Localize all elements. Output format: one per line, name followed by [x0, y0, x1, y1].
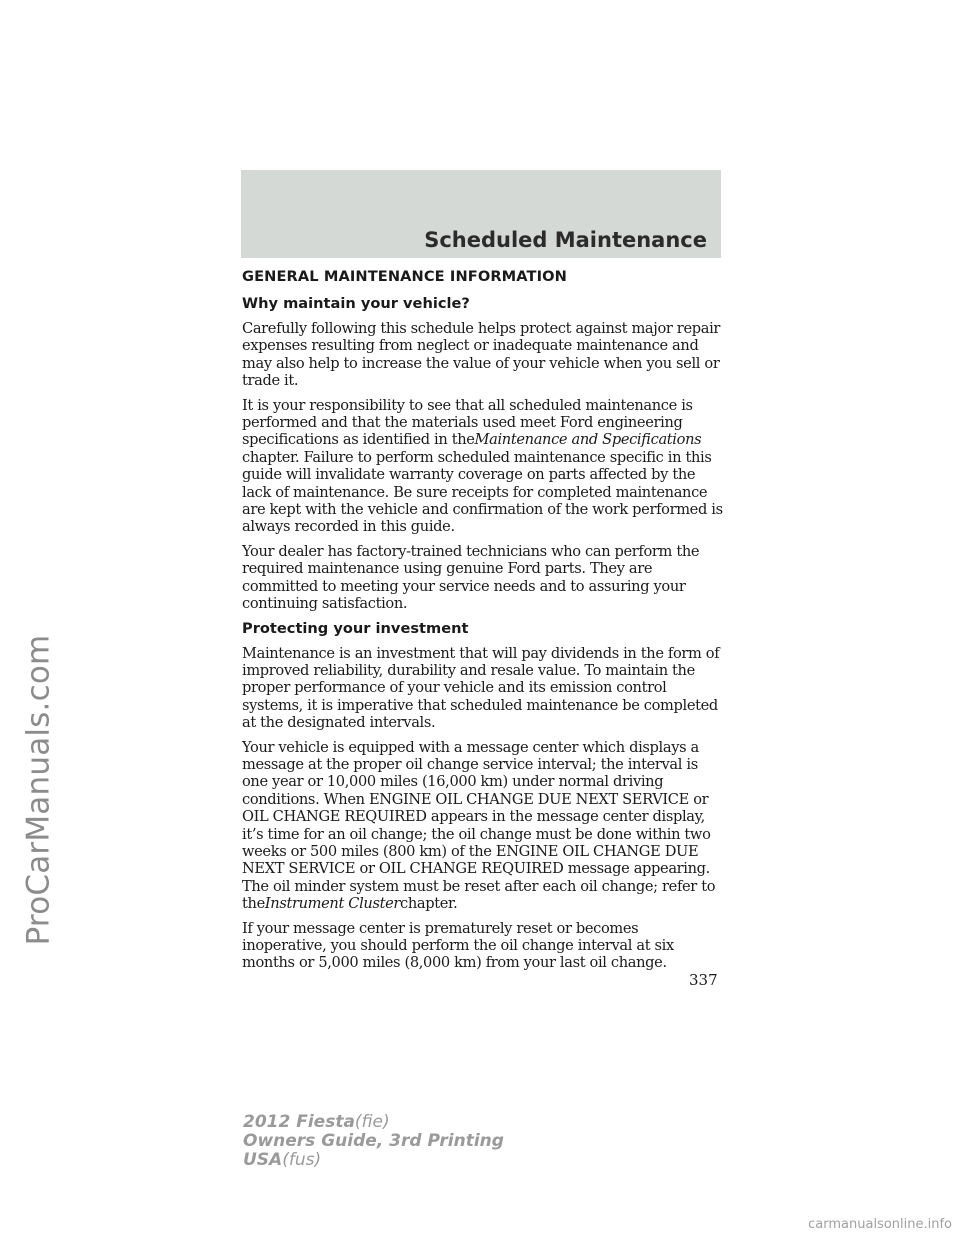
page-number: 337	[689, 971, 718, 989]
footer-model: 2012 Fiesta	[243, 1112, 355, 1132]
paragraph-5-text-b: chapter.	[400, 895, 458, 913]
instrument-cluster-ref: Instrument Cluster	[264, 895, 401, 913]
paragraph-1: Carefully following this schedule helps protect against major repair expenses resulting from neglect or inadequate maintenance and may also help to increase the value of your vehicle when you sell or trade it.	[242, 320, 721, 390]
watermark-text: ProCarManuals.com	[20, 634, 57, 946]
footer-market-code: (fus)	[282, 1150, 322, 1170]
page-content	[242, 268, 724, 979]
section-header	[241, 170, 721, 258]
subheading-protecting-investment: Protecting your investment	[242, 619, 469, 637]
paragraph-5-text-a: Your vehicle is equipped with a message center which displays a message at the proper oil change service interval; the interval is one year or 10,000 miles (16,000 km) under normal driving conditions. When ENGINE OIL CHANGE DUE NEXT SERVICE or OIL CHANGE REQUIRED appears in the message center display, it’s time for an oil change; the oil change must be done within two weeks or 500 miles (800 km) of the ENGINE OIL CHANGE DUE NEXT SERVICE or OIL CHANGE REQUIRED message appearing. The oil minder system must be reset after each oil change; refer to the	[242, 738, 716, 913]
paragraph-4: Maintenance is an investment that will pay dividends in the form of improved reliability, durability and resale value. To maintain the proper performance of your vehicle and its emission control systems, it is imperative that scheduled maintenance be completed at the designated intervals.	[242, 644, 720, 732]
footer-model-code: (fie)	[354, 1112, 390, 1132]
footer-edition: Owners Guide, 3rd Printing	[243, 1131, 504, 1151]
paragraph-2	[242, 397, 724, 536]
header-title: Scheduled Maintenance	[424, 228, 707, 252]
paragraph-2-text-b: chapter. Failure to perform scheduled maintenance specific in this guide will invalidate warranty coverage on parts affected by the lack of maintenance. Be sure receipts for completed maintenance are kept with the vehicle and confirmation of the work performed is always recorded in this guide.	[242, 448, 723, 536]
subheading-why-maintain: Why maintain your vehicle?	[242, 295, 470, 312]
watermark	[18, 510, 58, 1070]
paragraph-2-text-a: It is your responsibility to see that all scheduled maintenance is performed and that the materials used meet Ford engineering specifications as identified in the	[242, 396, 693, 449]
footer-line-1	[243, 1113, 504, 1132]
site-watermark: carmanualsonline.info	[808, 1217, 952, 1232]
footer-line-3	[243, 1151, 504, 1170]
maintenance-specifications-ref: Maintenance and Specifications	[474, 431, 702, 449]
paragraph-5	[242, 739, 724, 913]
paragraph-6: If your message center is prematurely reset or becomes inoperative, you should perform the oil change interval at six months or 5,000 miles (8,000 km) from your last oil change.	[242, 919, 674, 972]
section-title: GENERAL MAINTENANCE INFORMATION	[242, 268, 567, 285]
footer-market: USA	[243, 1150, 283, 1170]
footer	[243, 1113, 504, 1170]
paragraph-3: Your dealer has factory-trained technicians who can perform the required maintenance using genuine Ford parts. They are committed to meeting your service needs and to assuring your continuing satisfaction.	[242, 542, 700, 613]
